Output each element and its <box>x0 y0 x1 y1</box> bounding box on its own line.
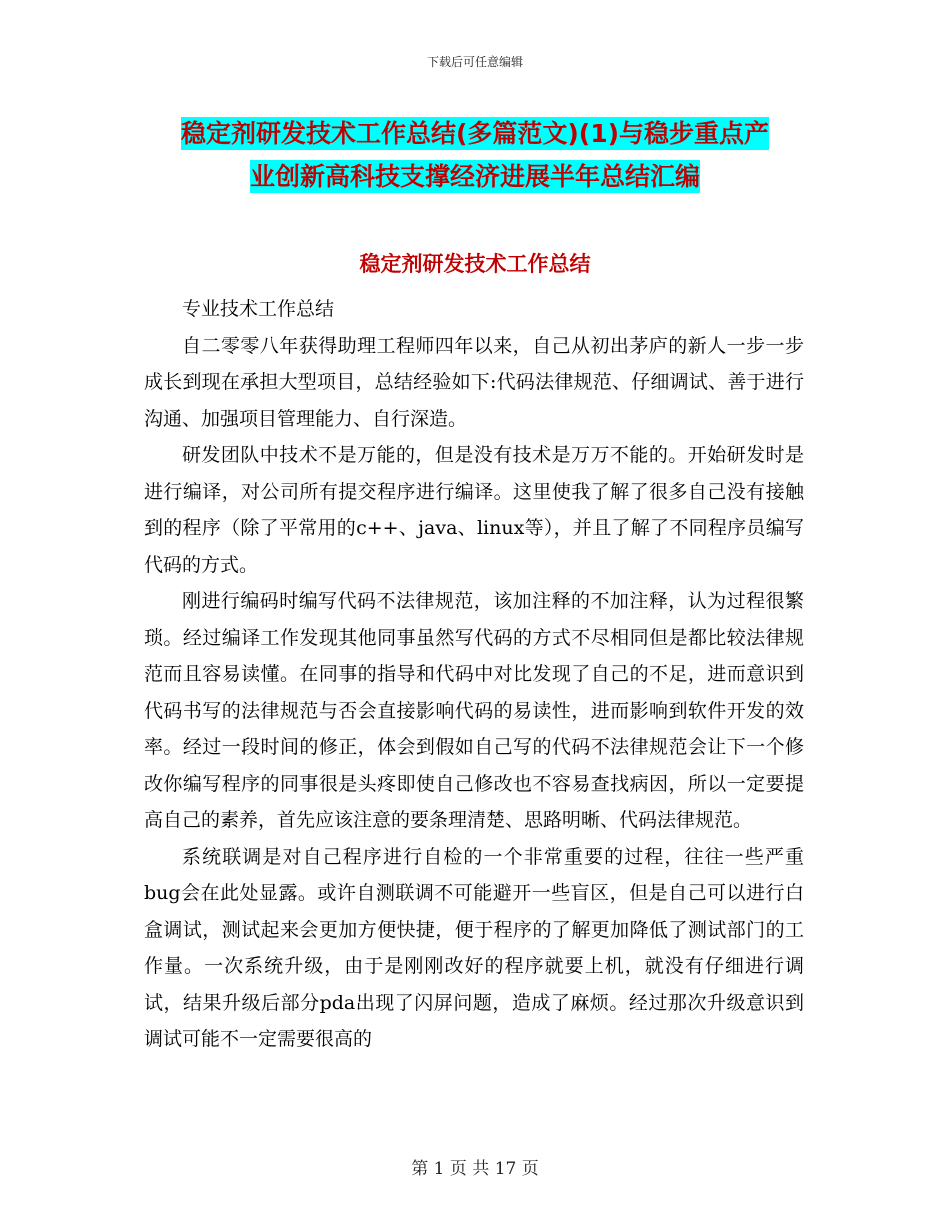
body-paragraph: 自二零零八年获得助理工程师四年以来，自己从初出茅庐的新人一步一步成长到现在承担大型项目，总结经验如下:代码法律规范、仔细调试、善于进行沟通、加强项目管理能力、自行深造。 <box>144 334 804 430</box>
body-paragraph: 专业技术工作总结 <box>182 298 335 320</box>
section-heading: 稳定剂研发技术工作总结 <box>359 252 591 276</box>
document-title-line-2 <box>0 157 950 193</box>
body-paragraph: 系统联调是对自己程序进行自检的一个非常重要的过程，往往一些严重bug会在此处显露。或许自测联调不可能避开一些盲区，但是自己可以进行白盒调试，测试起来会更加方便快捷，便于程序的了解更加降低了测试部门的工作量。一次系统升级，由于是刚刚改好的程序就要上机，就没有仔细进行调试，结果升级后部分pda出现了闪屏问题，造成了麻烦。经过那次升级意识到调试可能不一定需要很高的 <box>144 845 804 1050</box>
title-highlight: 稳定剂研发技术工作总结(多篇范文)(1)与稳步重点产 <box>180 119 770 148</box>
document-title-line-1 <box>0 114 950 150</box>
body-paragraph: 研发团队中技术不是万能的，但是没有技术是万万不能的。开始研发时是进行编译，对公司所有提交程序进行编译。这里使我了解了很多自己没有接触到的程序（除了平常用的c++、java、linux等），并且了解了不同程序员编写代码的方式。 <box>144 444 804 576</box>
page-header: 下载后可任意编辑 <box>426 55 523 69</box>
document-body <box>144 291 804 1058</box>
body-paragraph: 刚进行编码时编写代码不法律规范，该加注释的不加注释，认为过程很繁琐。经过编译工作发现其他同事虽然写代码的方式不尽相同但是都比较法律规范而且容易读懂。在同事的指导和代码中对比发现了自己的不足，进而意识到代码书写的法律规范与否会直接影响代码的易读性，进而影响到软件开发的效率。经过一段时间的修正，体会到假如自己写的代码不法律规范会让下一个修改你编写程序的同事很是头疼即使自己修改也不容易查找病因，所以一定要提高自己的素养，首先应该注意的要条理清楚、思路明晰、代码法律规范。 <box>144 590 804 831</box>
page-footer: 第 1 页 共 17 页 <box>411 1159 539 1179</box>
title-highlight: 业创新高科技支撑经济进展半年总结汇编 <box>249 162 700 191</box>
